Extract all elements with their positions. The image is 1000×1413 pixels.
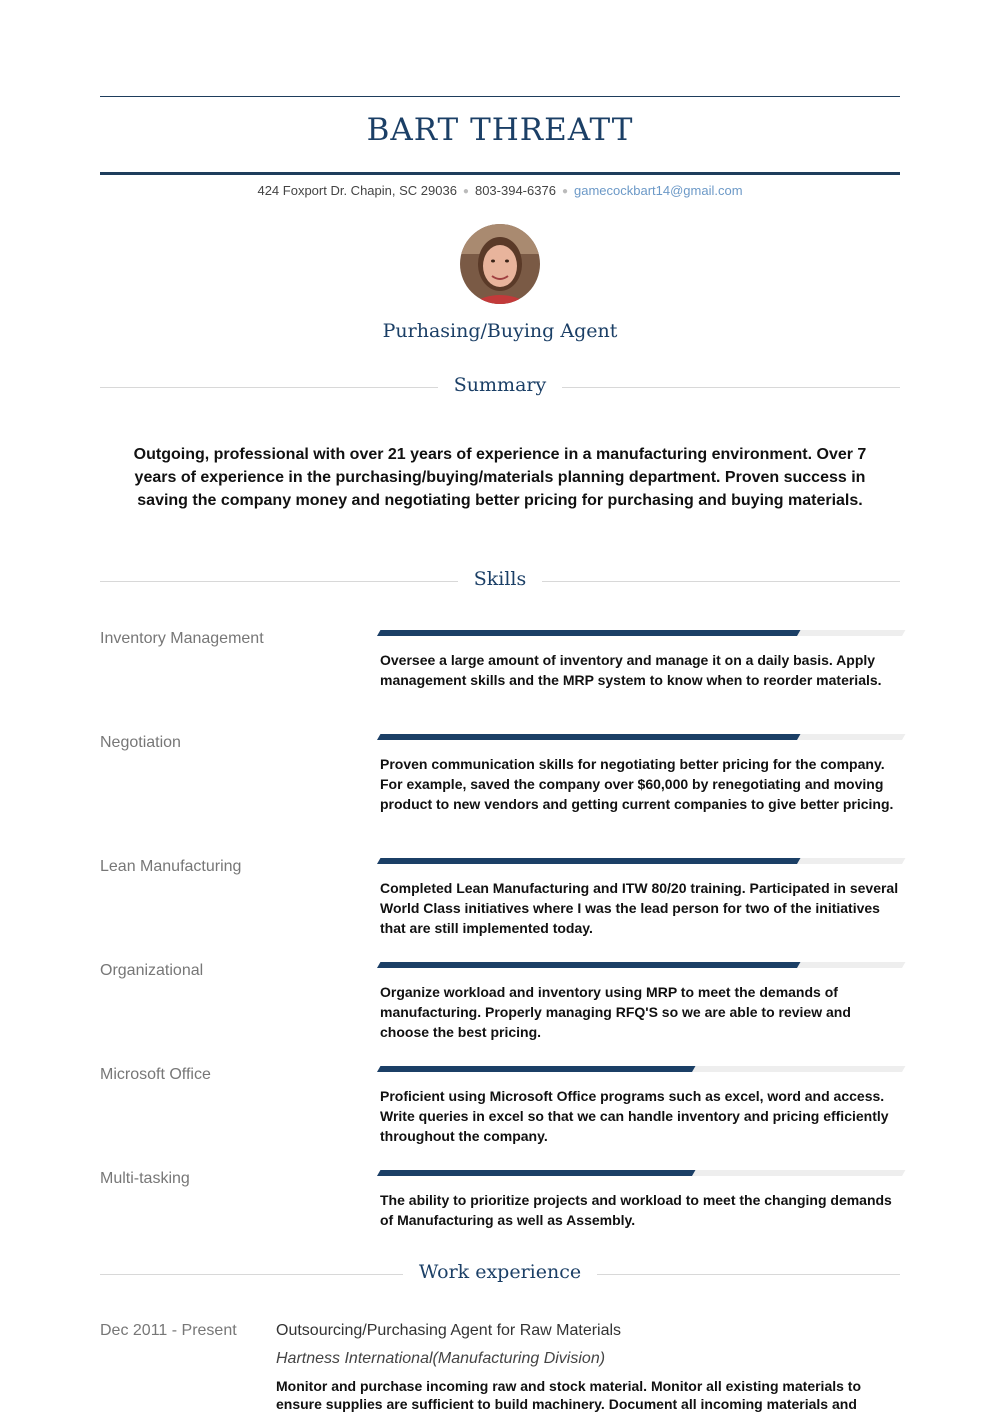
name-top-rule [100,96,900,97]
summary-section-heading [100,372,900,402]
work-section-heading [100,1259,900,1289]
summary-heading: Summary [438,374,562,396]
skill-name: Inventory Management [100,630,264,647]
skill-name: Microsoft Office [100,1066,211,1083]
skill-level-bar [377,734,905,740]
skill-description: Oversee a large amount of inventory and manage it on a daily basis. Apply management skills and the MRP system to know when to reorder materials. [380,652,882,688]
skill-name: Organizational [100,962,204,979]
skill-level-fill [377,1170,695,1176]
job-date-range: Dec 2011 - Present [100,1322,237,1339]
skill-name: Negotiation [100,734,181,751]
job-role-title: Purhasing/Buying Agent [382,320,618,342]
skill-level-fill [377,630,800,636]
separator-dot-icon: ● [462,186,469,198]
skill-level-bar [377,962,905,968]
avatar [460,224,540,304]
name-bottom-rule [100,172,900,175]
skill-description: Proficient using Microsoft Office programs such as excel, word and access. Write queries in excel so that we can handle inventory and pricing efficiently throughout the company. [380,1088,889,1144]
skill-level-bar [377,858,905,864]
job-description: Monitor and purchase incoming raw and stock material. Monitor all existing materials to ensure supplies are sufficient to build machinery. Document all incoming materials and [276,1378,862,1412]
skill-name: Lean Manufacturing [100,858,242,875]
email-link[interactable]: gamecockbart14@gmail.com [573,183,743,198]
skill-level-fill [377,1066,695,1072]
summary-text: Outgoing, professional with over 21 years of experience in a manufacturing environment. Over 7 years of experience in the purchasing/buying/materials planning department. Proven success in saving the company money and negotiating better pricing for purchasing and buying materials. [133,446,867,509]
work-heading: Work experience [403,1261,597,1283]
job-company: Hartness International(Manufacturing Division) [276,1350,606,1367]
skills-heading: Skills [458,568,543,590]
job-title: Outsourcing/Purchasing Agent for Raw Materials [276,1322,622,1339]
skill-description: Organize workload and inventory using MRP to meet the demands of manufacturing. Properly managing RFQ'S so we are able to review and choose the best pricing. [380,984,851,1040]
candidate-name: BART THREATT [366,112,634,148]
skill-description: Proven communication skills for negotiating better pricing for the company. For example, saved the company over $60,000 by renegotiating and moving product to new vendors and getting current companies to give better pricing. [380,756,894,812]
avatar-photo [460,224,540,304]
contact-line [100,183,900,198]
skill-level-bar [377,630,905,636]
skill-description: The ability to prioritize projects and workload to meet the changing demands of Manufacturing as well as Assembly. [380,1192,892,1228]
skill-level-bar [377,1170,905,1176]
phone: 803-394-6376 [474,183,556,198]
skill-level-fill [377,858,800,864]
skill-name: Multi-tasking [100,1170,190,1187]
skill-level-bar [377,1066,905,1072]
skills-section-heading [100,566,900,596]
skill-level-fill [377,734,800,740]
address: 424 Foxport Dr. Chapin, SC 29036 [257,183,457,198]
skill-description: Completed Lean Manufacturing and ITW 80/20 training. Participated in several World Class initiatives where I was the lead person for two of the initiatives that are still implemented today. [380,880,899,936]
skill-level-fill [377,962,800,968]
separator-dot-icon: ● [561,186,568,198]
